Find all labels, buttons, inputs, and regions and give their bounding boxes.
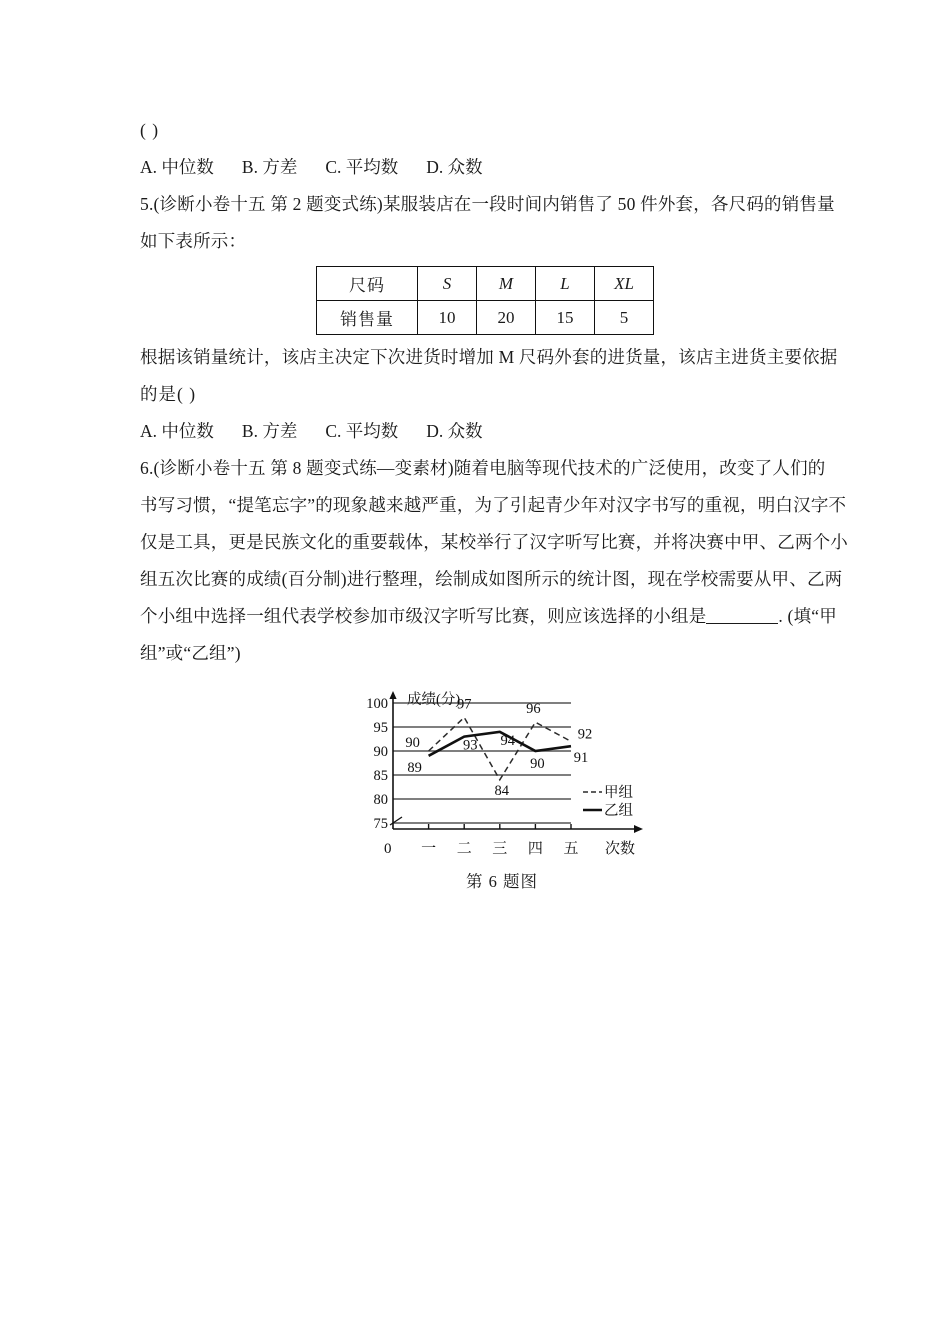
q6-body-text-1: 随着电脑等现代技术的广泛使用，改变了人们的 — [453, 458, 826, 478]
table-cell-sales-label: 销售量 — [317, 301, 418, 335]
table-cell-size-m: M — [477, 267, 536, 301]
origin-label: 0 — [384, 841, 392, 857]
x-tick-label: 二 — [456, 841, 472, 857]
q5-option-b-text: 方差 — [262, 421, 298, 441]
table-row — [317, 301, 654, 335]
q5-option-c[interactable] — [325, 413, 398, 450]
axis-break-icon — [390, 817, 402, 825]
q6-body-text-5b: . (填“甲 — [778, 606, 837, 626]
table-cell-sales-s: 10 — [418, 301, 477, 335]
q6-body-line-4: 组五次比赛的成绩(百分制)进行整理，绘制成如图所示的统计图，现在学校需要从甲、乙两 — [140, 569, 843, 589]
q6-body-line-2: 书写习惯，“提笔忘字”的现象越来越严重，为了引起青少年对汉字书写的重视，明白汉字不 — [140, 495, 847, 515]
data-point-label: 94 — [500, 732, 516, 749]
q4-answer-paren: ( ) — [140, 120, 160, 140]
q5-option-a-letter: A. — [140, 421, 158, 441]
table-row — [317, 267, 654, 301]
q5-option-d-letter: D. — [426, 421, 444, 441]
chart-legend — [583, 784, 633, 819]
q5-option-d-text: 众数 — [447, 421, 483, 441]
q6-body-line-5 — [140, 598, 837, 635]
table-cell-size-label: 尺码 — [317, 267, 418, 301]
x-tick-label: 四 — [527, 841, 543, 857]
data-point-label: 91 — [573, 750, 589, 767]
q6-body-line-1 — [140, 450, 830, 487]
chart-svg — [352, 686, 652, 866]
x-axis-title: 次数 — [605, 841, 636, 857]
data-point-label: 89 — [407, 759, 422, 776]
q6-source: (诊断小卷十五 第 8 题变式练—变素材) — [153, 458, 454, 478]
x-tick-labels — [421, 840, 578, 857]
q5-stem-line-1 — [140, 186, 835, 223]
q5-number: 5. — [140, 194, 154, 214]
q4-option-a-text: 中位数 — [161, 157, 214, 177]
q5-option-c-text: 平均数 — [345, 421, 399, 441]
q4-option-b-text: 方差 — [262, 157, 298, 177]
answer-blank[interactable] — [706, 623, 778, 624]
y-tick-label: 90 — [373, 744, 388, 760]
q5-stem-line-2: 如下表所示： — [140, 231, 247, 251]
data-point-label: 90 — [405, 735, 420, 751]
table-cell-size-l: L — [536, 267, 595, 301]
q6-body-line-6: 组”或“乙组”) — [140, 643, 241, 663]
table-cell-sales-m: 20 — [477, 301, 536, 335]
q5-option-b-letter: B. — [241, 421, 258, 441]
data-point-label: 96 — [526, 701, 541, 718]
q5-stem-text-1: 某服装店在一段时间内销售了 50 件外套，各尺码的销售量 — [382, 194, 835, 214]
x-tick-label: 三 — [492, 841, 508, 857]
q6-figure — [140, 686, 830, 892]
q4-option-b[interactable] — [242, 149, 297, 186]
figure-caption: 第 6 题图 — [466, 872, 538, 891]
q4-option-b-letter: B. — [241, 157, 258, 177]
legend-label-jia: 甲组 — [604, 785, 633, 801]
q4-option-d-letter: D. — [426, 157, 444, 177]
q5-after-table-line-2: 的是( ) — [140, 384, 197, 404]
q4-option-c-text: 平均数 — [345, 157, 399, 177]
q4-option-d[interactable] — [426, 149, 482, 186]
table-cell-sales-l: 15 — [536, 301, 595, 335]
q4-options-row — [140, 149, 830, 186]
size-sales-table — [316, 266, 654, 335]
q5-after-table-line-1: 根据该销量统计，该店主决定下次进货时增加 M 尺码外套的进货量，该店主进货主要依据 — [140, 347, 838, 367]
q6-body-line-3: 仅是工具，更是民族文化的重要载体，某校举行了汉字听写比赛，并将决赛中甲、乙两个小 — [140, 532, 848, 552]
y-tick-label: 80 — [373, 792, 388, 808]
data-point-label: 97 — [456, 696, 472, 713]
table-cell-size-xl: XL — [595, 267, 654, 301]
table-cell-size-s: S — [418, 267, 477, 301]
y-axis-arrow-icon — [389, 691, 396, 699]
q5-option-d[interactable] — [426, 413, 482, 450]
score-line-chart — [352, 686, 652, 866]
x-axis-arrow-icon — [634, 825, 643, 833]
q5-option-b[interactable] — [242, 413, 297, 450]
y-tick-label: 85 — [373, 768, 388, 784]
q4-option-c-letter: C. — [325, 157, 342, 177]
data-point-label: 90 — [530, 756, 545, 772]
y-tick-labels — [366, 696, 388, 832]
table-cell-sales-xl: 5 — [595, 301, 654, 335]
page-content — [140, 112, 848, 892]
q5-option-c-letter: C. — [325, 421, 342, 441]
size-table-wrapper — [140, 266, 830, 335]
data-point-label: 92 — [577, 726, 593, 743]
q4-option-a[interactable] — [140, 149, 214, 186]
q4-option-d-text: 众数 — [447, 157, 483, 177]
q6-number: 6. — [140, 458, 154, 478]
q6-body-text-5a: 个小组中选择一组代表学校参加市级汉字听写比赛，则应该选择的小组是 — [140, 606, 707, 626]
y-tick-label: 95 — [373, 720, 388, 736]
q4-option-a-letter: A. — [140, 157, 158, 177]
data-point-label: 93 — [462, 737, 478, 754]
data-point-label: 84 — [494, 782, 510, 799]
y-tick-label: 75 — [373, 816, 388, 832]
x-tick-label: 一 — [421, 841, 437, 857]
legend-label-yi: 乙组 — [604, 803, 633, 819]
y-axis-title: 成绩(分) — [407, 692, 461, 708]
y-tick-label: 100 — [366, 696, 388, 712]
q5-source: (诊断小卷十五 第 2 题变式练) — [153, 194, 383, 214]
x-tick-label: 五 — [563, 841, 579, 857]
q5-option-a[interactable] — [140, 413, 214, 450]
q4-option-c[interactable] — [325, 149, 398, 186]
q5-option-a-text: 中位数 — [161, 421, 214, 441]
q5-options-row — [140, 413, 830, 450]
